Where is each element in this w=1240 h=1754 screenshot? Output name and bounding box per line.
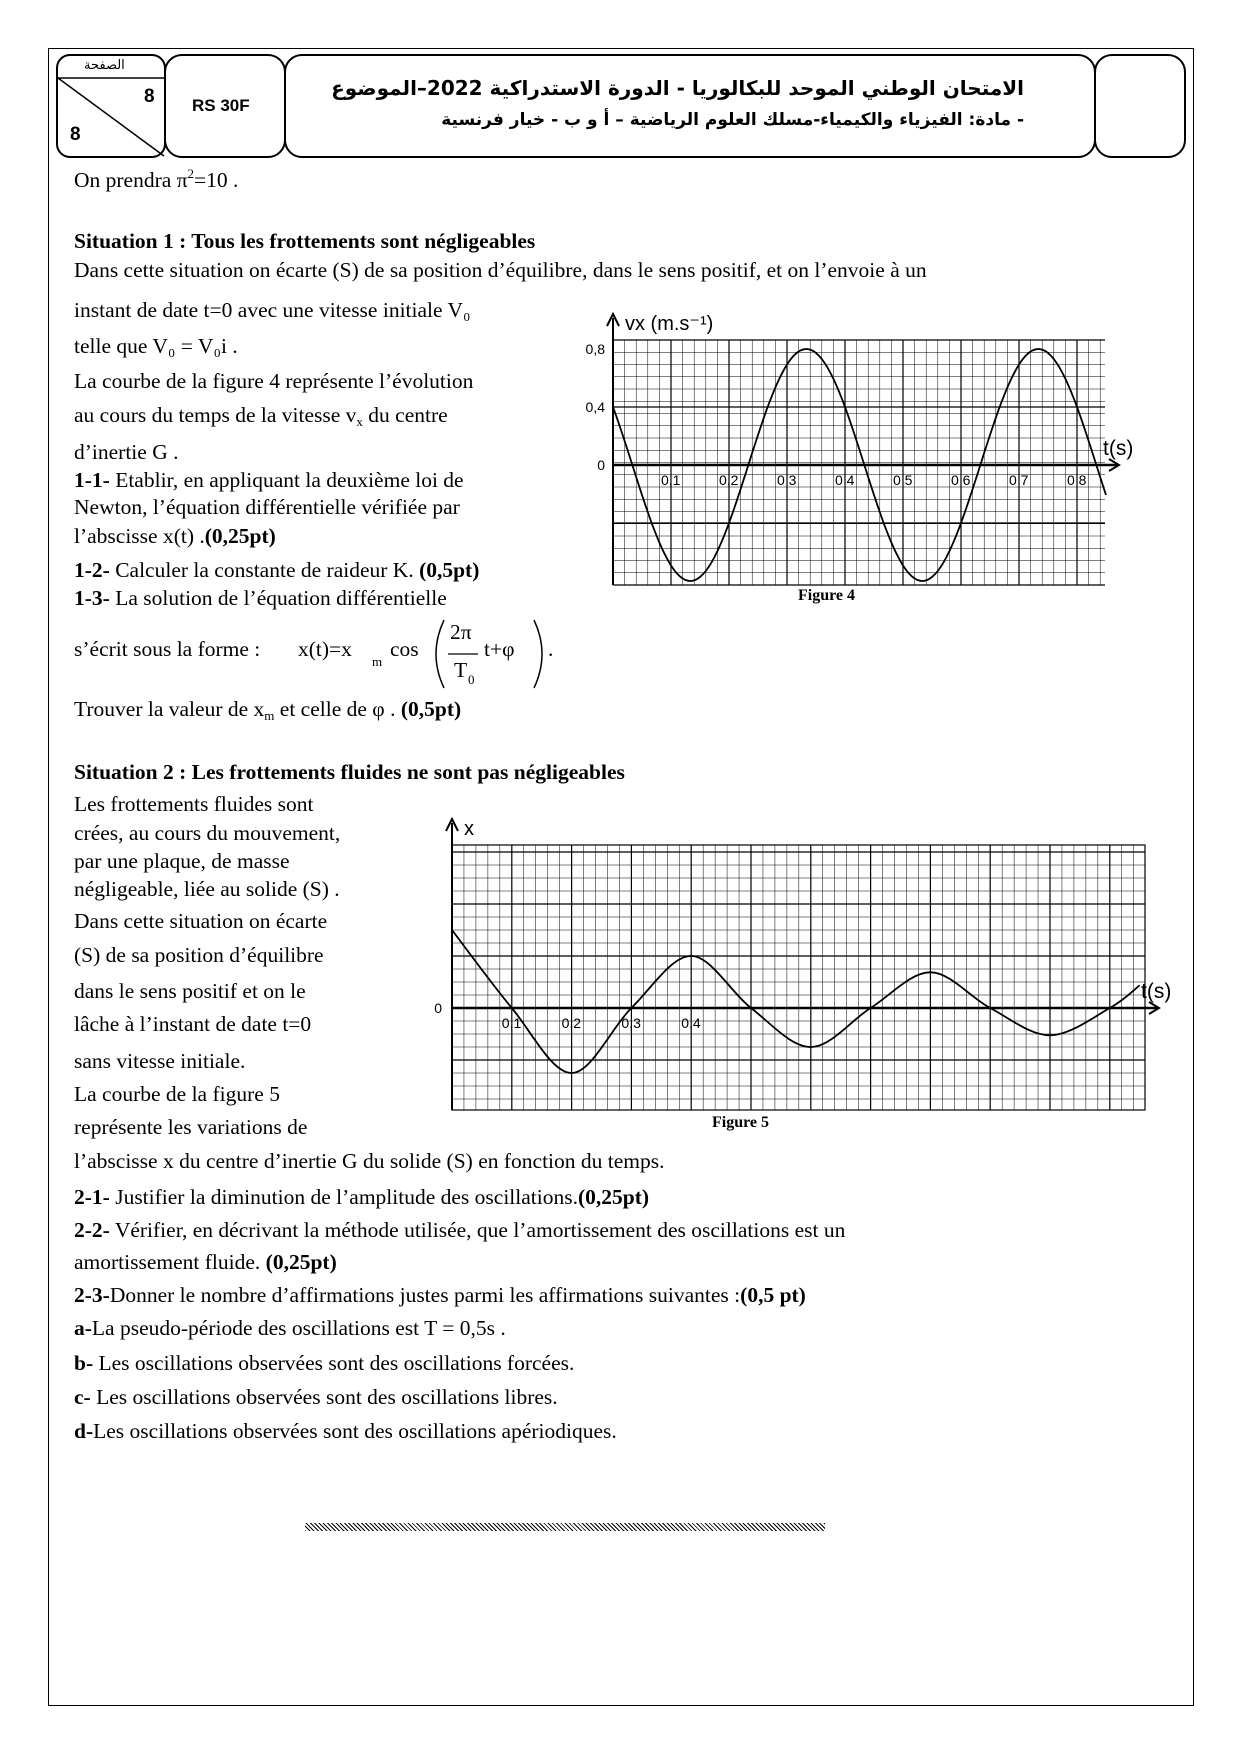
x-tick-label: 0,2 [719,472,739,488]
x-tick-label: 0 3 [777,472,797,488]
q11-line3 [74,524,276,550]
title-box [284,54,1096,158]
situation2-text-line: (S) de sa position d’équilibre [74,943,324,967]
q13-points: (0,5pt) [400,697,462,721]
q21-points: (0,25pt) [577,1185,650,1209]
situation2-text-line: lâche à l’instant de date t=0 [74,1012,312,1036]
situation1-line3: telle que V₀ = V₀i . [74,334,238,358]
series-line-x [452,930,1140,1073]
eq-sub: m [372,654,383,669]
q13-sub: m [264,708,275,723]
line5-sub: x [356,414,363,429]
code-box [164,54,286,158]
affirmation-letter: c- [74,1385,91,1409]
page-total: 8 [70,124,81,145]
affirmation-item [74,1351,574,1377]
q11-line1 [74,468,464,494]
situation2-text-line: représente les variations de [74,1115,308,1139]
q11-label: 1-1- [74,468,110,492]
situation2-text-line: Dans cette situation on écarte [74,909,328,933]
affirmation-text: Les oscillations observées sont des oscillations libres. [90,1385,558,1409]
x-tick-label: 0 5 [893,472,913,488]
q13-line3 [74,697,461,724]
q23-label: 2-3- [74,1283,110,1307]
intro-prefix: On prendra [74,168,172,192]
header-title-line2: - مادة: الفيزياء والكيمياء-مسلك العلوم الرياضية – أ و ب - خيار فرنسية [441,110,1024,130]
situation2-text-line: négligeable, liée au solide (S) . [74,877,340,901]
affirmation-item [74,1316,506,1342]
figure-4-caption: Figure 4 [798,587,856,604]
situation1-line2: instant de date t=0 avec une vitesse initiale V₀ [74,298,471,322]
situation1-title: Situation 1 : Tous les frottements sont négligeables [74,229,536,253]
plot-border [452,845,1145,1110]
q11-text1: Etablir, en appliquant la deuxième loi de [109,468,464,492]
x-tick-label: 0,1 [501,1015,522,1031]
affirmation-letter: d- [74,1419,94,1443]
situation2-text-line: par une plaque, de masse [74,849,290,873]
y-tick-label: 0 [434,1000,442,1016]
line5-b: du centre [362,403,448,427]
page-number: 8 [144,86,155,107]
q11-points: (0,25pt) [204,524,276,548]
situation2-full-line: l’abscisse x du centre d’inertie G du solide (S) en fonction du temps. [74,1149,665,1173]
intro-rest: =10 . [194,168,239,192]
affirmation-letter: b- [74,1351,94,1375]
x-tick-label: 0,2 [561,1015,582,1031]
figure-5-caption: Figure 5 [712,1114,770,1131]
eq-num: 2π [450,620,472,644]
affirmation-text: Les oscillations observées sont des oscillations apériodiques. [93,1419,617,1443]
affirmation-text: Les oscillations observées sont des oscillations forcées. [93,1351,575,1375]
q21-line [74,1185,649,1211]
situation1-line5 [74,403,448,430]
q11-text3: l’abscisse x(t) . [74,524,205,548]
y-tick-label: 0,4 [585,399,605,415]
intro-pi: π [176,168,188,192]
intro-line [74,166,238,194]
y-axis-label: x [464,818,474,840]
x-tick-label: 0 8 [1067,472,1087,488]
q22-line2 [74,1250,337,1276]
q22-text2: amortissement fluide. [74,1250,266,1274]
situation2-text-line: sans vitesse initiale. [74,1049,246,1073]
eq-cos: cos [390,637,419,661]
q12-label: 1-2- [74,558,110,582]
eq-brackets [298,614,558,694]
eq-tail: t+φ [484,637,515,661]
x-tick-label: 0,4 [681,1015,701,1031]
q23-line [74,1283,806,1309]
q22-line1 [74,1218,845,1244]
line5-a: au cours du temps de la vitesse v [74,403,357,427]
affirmation-text: La pseudo-période des oscillations est T = 0,5s . [91,1316,506,1340]
situation2-text-line: La courbe de la figure 5 [74,1082,280,1106]
q22-label: 2-2- [74,1218,110,1242]
situation1-line4: La courbe de la figure 4 représente l’évolution [74,369,474,393]
x-axis-label: t(s) [1141,980,1172,1003]
situation1-line6: d’inertie G . [74,440,179,464]
q12-points: (0,5pt) [419,558,480,582]
affirmation-item [74,1419,617,1445]
q22-points: (0,25pt) [265,1250,337,1274]
exam-code: RS 30F [192,96,250,115]
x-tick-label: 0 7 [1009,472,1029,488]
situation2-text-line: dans le sens positif et on le [74,979,306,1003]
q12-text: Calculer la constante de raideur K. [109,558,420,582]
figure-5-chart [430,815,1170,1115]
situation2-title: Situation 2 : Les frottements fluides ne sont pas négligeables [74,760,625,784]
q11-line2: Newton, l’équation différentielle vérifiée par [74,495,460,519]
situation2-text-line: Les frottements fluides sont [74,792,314,816]
y-axis-label: vx (m.s⁻¹) [625,313,714,335]
q13-line1 [74,586,447,612]
separator-line [305,1523,825,1531]
q13-text3a: Trouver la valeur de x [74,697,265,721]
page-label: الصفحة [84,58,125,73]
x-tick-label: 0 6 [951,472,971,488]
q12-line [74,558,479,584]
q13-text1: La solution de l’équation différentielle [109,586,447,610]
q13-line2: s’écrit sous la forme : [74,637,261,661]
eq-den-sub: 0 [468,672,475,687]
figure-4-chart [565,310,1134,610]
q13-label: 1-3- [74,586,110,610]
q21-text: Justifier la diminution de l’amplitude des oscillations. [109,1185,578,1209]
q23-points: (0,5 pt) [740,1283,806,1307]
q13-text3b: et celle de φ . [274,697,401,721]
y-tick-label: 0 [597,457,605,473]
x-tick-label: 0,1 [661,472,681,488]
intro-exp: 2 [187,166,195,181]
eq-end: . [548,637,554,661]
equation [298,614,558,694]
x-axis-label: t(s) [1103,437,1134,460]
header-title-line1: الامتحان الوطني الموحد للبكالوريا - الدورة الاستدراكية 2022–الموضوع [331,76,1024,100]
blank-box [1094,54,1186,158]
situation1-line1: Dans cette situation on écarte (S) de sa position d’équilibre, dans le sens positif, et on l’envoie à un [74,258,927,282]
q21-label: 2-1- [74,1185,110,1209]
affirmation-letter: a- [74,1316,92,1340]
page-number-box [56,54,166,158]
eq-lhs: x(t)=x [298,637,352,661]
situation2-text-line: crées, au cours du mouvement, [74,821,341,845]
q23-text: Donner le nombre d’affirmations justes parmi les affirmations suivantes : [109,1283,741,1307]
y-tick-label: 0,8 [585,341,605,357]
eq-den: T [454,658,468,682]
x-tick-label: 0 4 [835,472,855,488]
affirmation-item [74,1385,558,1411]
x-tick-label: 0,3 [621,1015,641,1031]
q22-text1: Vérifier, en décrivant la méthode utilisée, que l’amortissement des oscillations est un [109,1218,846,1242]
